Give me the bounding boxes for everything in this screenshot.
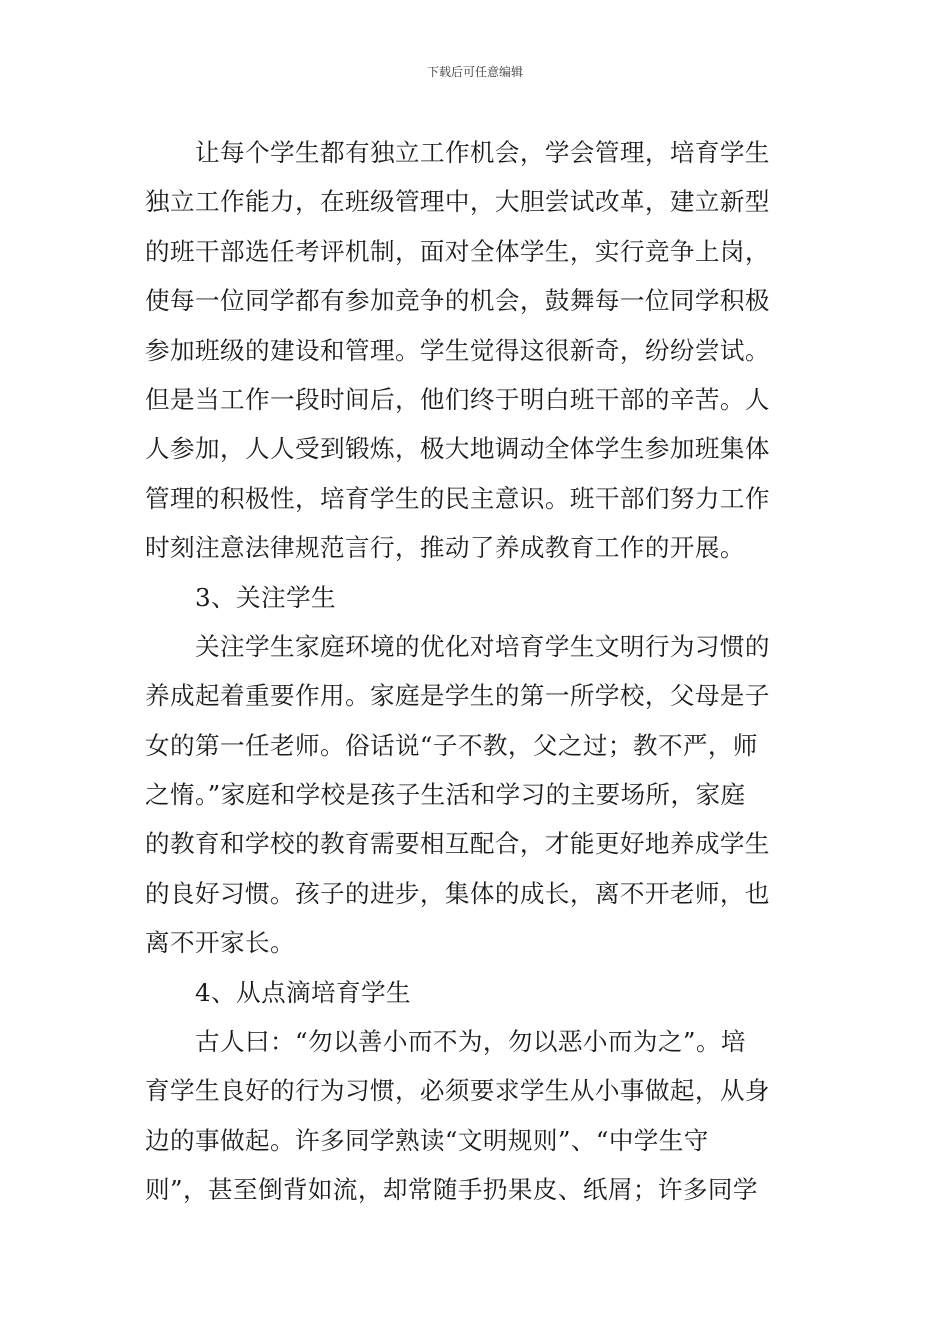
text-line: 使每一位同学都有参加竞争的机会，鼓舞每一位同学积极	[145, 286, 770, 316]
text-line: 女的第一任老师。俗话说“子不教，父之过；教不严，师	[145, 730, 758, 760]
text-line: 则”，甚至倒背如流，却常随手扔果皮、纸屑；许多同学	[145, 1175, 758, 1205]
text-line: 之惰。”家庭和学校是孩子生活和学习的主要场所，家庭	[145, 780, 746, 810]
text-line: 养成起着重要作用。家庭是学生的第一所学校，父母是子	[145, 681, 770, 711]
text-line: 独立工作能力，在班级管理中，大胆尝试改革，建立新型	[145, 187, 770, 217]
text-line: 的良好习惯。孩子的进步，集体的成长，离不开老师，也	[145, 878, 770, 908]
document-body	[145, 128, 809, 1215]
text-line: 关注学生家庭环境的优化对培育学生文明行为习惯的	[195, 631, 770, 661]
section-heading: 4、从点滴培育学生	[195, 977, 411, 1007]
text-line: 古人曰：“勿以善小而不为，勿以恶小而为之”。培	[195, 1027, 746, 1057]
text-line: 离不开家长。	[145, 928, 295, 958]
text-line: 时刻注意法律规范言行，推动了养成教育工作的开展。	[145, 533, 745, 563]
text-line: 但是当工作一段时间后，他们终于明白班干部的辛苦。人	[145, 384, 770, 414]
text-line: 管理的积极性，培育学生的民主意识。班干部们努力工作	[145, 483, 770, 513]
text-line: 人参加，人人受到锻炼，极大地调动全体学生参加班集体	[145, 434, 770, 464]
text-line: 的教育和学校的教育需要相互配合，才能更好地养成学生	[145, 829, 770, 859]
text-line: 的班干部选任考评机制，面对全体学生，实行竞争上岗，	[145, 236, 770, 266]
section-heading: 3、关注学生	[195, 582, 337, 612]
text-line: 让每个学生都有独立工作机会，学会管理，培育学生	[195, 138, 770, 167]
page-header: 下载后可任意编辑	[426, 65, 523, 79]
text-line: 边的事做起。许多同学熟读“文明规则”、“中学生守	[145, 1125, 709, 1155]
text-line: 参加班级的建设和管理。学生觉得这很新奇，纷纷尝试。	[145, 335, 770, 365]
text-line: 育学生良好的行为习惯，必须要求学生从小事做起，从身	[145, 1076, 770, 1106]
